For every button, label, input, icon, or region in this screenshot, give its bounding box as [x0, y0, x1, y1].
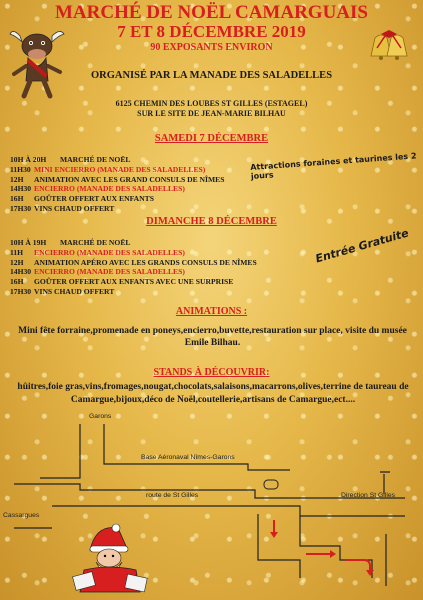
stands-text: hûitres,foie gras,vins,fromages,nougat,chocolats,salaisons,macarrons,olives,terrine de taureau de Camargue,bijoux,déco de Noël,coutellerie,artisans de Camargue,ect....: [17, 382, 409, 405]
stands-heading: STANDS À DÉCOUVRIR:: [153, 367, 270, 378]
map-label-garons: Garons: [89, 413, 112, 420]
map-roundabout: [264, 480, 278, 489]
saturday-schedule: [10, 155, 224, 214]
schedule-row: 14H30 ENCIERRO (MANADE DES SALADELLES): [10, 267, 185, 277]
schedule-row: 10H À 19H MARCHÉ DE NOËL: [10, 238, 131, 247]
schedule-row: 16H GOÛTER OFFERT AUX ENFANTS: [10, 194, 154, 204]
map-label-base: Base Aéronaval Nîmes-Garons: [141, 454, 235, 461]
attractions-note: Attractions foraines et taurines les 2 jours: [250, 151, 417, 181]
animations-heading: ANIMATIONS :: [175, 306, 248, 317]
entree-gratuite-note: Entrée Gratuite: [314, 226, 411, 266]
santa-icon: [70, 520, 150, 595]
map-label-cassargues: Cassargues: [3, 512, 40, 519]
schedule-row: 17H30 VINS CHAUD OFFERT: [10, 286, 115, 296]
schedule-row: 11H ENCIERRO (MANADE DES SALADELLES): [10, 247, 185, 257]
address-line-2: SUR LE SITE DE JEAN-MARIE BILHAU: [137, 109, 286, 118]
schedule-row: 10H À 20H MARCHÉ DE NOËL: [10, 155, 131, 164]
map-label-route: route de St Gilles: [146, 492, 199, 499]
schedule-row: 14H30 ENCIERRO (MANADE DES SALADELLES): [10, 184, 185, 194]
sunday-heading: DIMANCHE 8 DÉCEMBRE: [146, 216, 277, 227]
saturday-heading: SAMEDI 7 DÉCEMBRE: [154, 133, 269, 144]
title-line-2: 7 ET 8 DÉCEMBRE 2019: [117, 22, 306, 41]
schedule-row: 17H30 VINS CHAUD OFFERT: [10, 203, 115, 213]
schedule-row: 12H ANIMATION AVEC LES GRAND CONSULS DE NÎMES: [10, 174, 225, 184]
sunday-schedule: [10, 238, 257, 297]
exposants-count: 90 EXPOSANTS ENVIRON: [150, 42, 273, 53]
map-label-direction: Direction St Gilles: [341, 492, 396, 499]
access-map: [0, 410, 423, 600]
schedule-row: 11H30 MINI ENCIERRO (MANADE DES SALADELLES): [10, 164, 206, 174]
animations-text: Mini fête forraine,promenade en poneys,encierro,buvette,restauration sur place, visite du musée Emile Bilhau.: [18, 326, 407, 348]
schedule-row: 16H GOÛTER OFFERT AUX ENFANTS AVEC UNE SURPRISE: [10, 277, 234, 287]
organiser-line: ORGANISÉ PAR LA MANADE DES SALADELLES: [90, 70, 333, 81]
schedule-row: 12H ANIMATION APÉRO AVEC LES GRANDS CONSULS DE NÎMES: [10, 257, 257, 267]
address-line-1: 6125 CHEMIN DES LOUBES ST GILLES (ESTAGEL): [115, 99, 308, 108]
title-line-1: MARCHÉ DE NOËL CAMARGUAIS: [55, 2, 368, 23]
